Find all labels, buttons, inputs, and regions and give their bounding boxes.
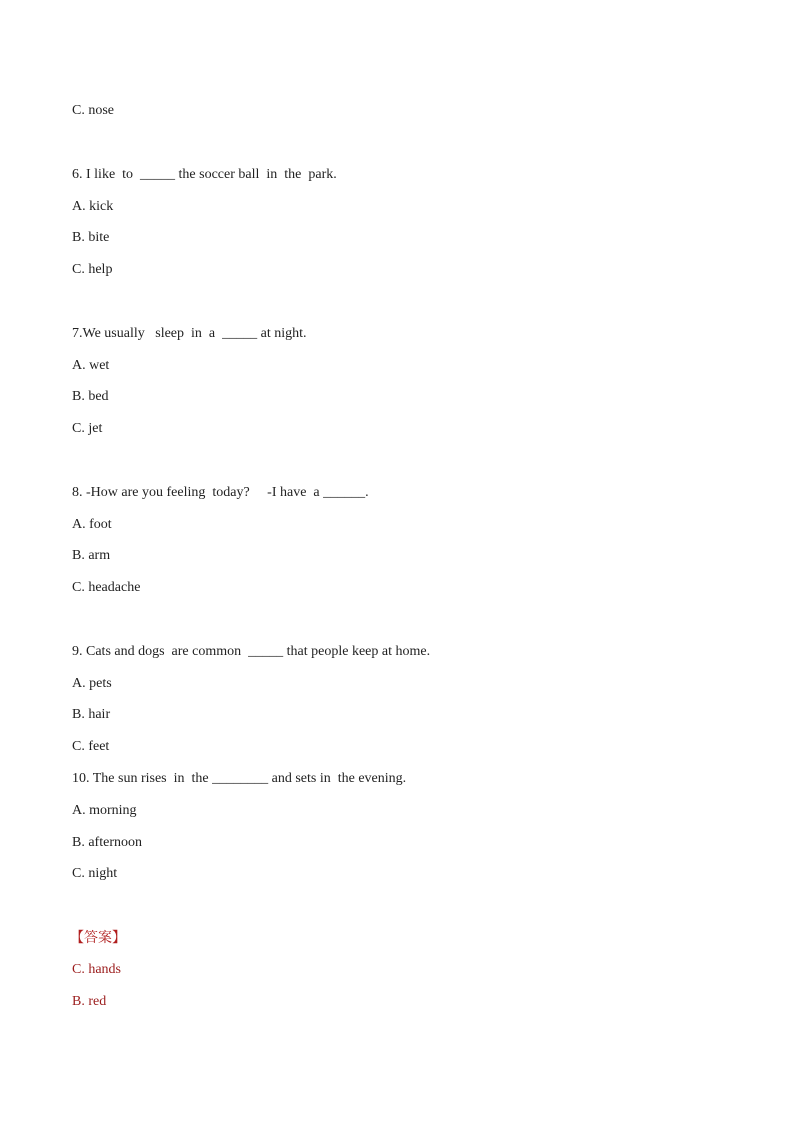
- answer-item: B. red: [72, 994, 107, 1009]
- question-6-option-c: C. help: [72, 262, 113, 277]
- question-8-text: 8. -How are you feeling today? -I have a ______.: [72, 485, 369, 500]
- answer-heading: 【答案】: [70, 930, 126, 946]
- question-10-option-c: C. night: [72, 866, 118, 881]
- question-9-text: 9. Cats and dogs are common _____ that people keep at home.: [72, 644, 431, 659]
- prev-question-option-c: C. nose: [72, 103, 114, 118]
- question-8-option-a: A. foot: [72, 517, 112, 532]
- question-6-option-a: A. kick: [72, 199, 114, 214]
- question-6-option-b: B. bite: [72, 230, 110, 245]
- question-9-option-a: A. pets: [72, 676, 112, 691]
- question-9-option-c: C. feet: [72, 739, 110, 754]
- question-7-text: 7.We usually sleep in a _____ at night.: [72, 326, 307, 341]
- question-9-option-b: B. hair: [72, 707, 111, 722]
- answer-item: C. hands: [72, 962, 121, 977]
- question-7-option-c: C. jet: [72, 421, 103, 436]
- question-8-option-c: C. headache: [72, 580, 141, 595]
- question-10-option-a: A. morning: [72, 803, 137, 818]
- question-7-option-a: A. wet: [72, 358, 110, 373]
- question-6-text: 6. I like to _____ the soccer ball in the park.: [72, 167, 337, 182]
- question-7-option-b: B. bed: [72, 389, 109, 404]
- question-10-option-b: B. afternoon: [72, 835, 142, 850]
- question-10-text: 10. The sun rises in the ________ and sets in the evening.: [72, 771, 407, 786]
- question-8-option-b: B. arm: [72, 548, 111, 563]
